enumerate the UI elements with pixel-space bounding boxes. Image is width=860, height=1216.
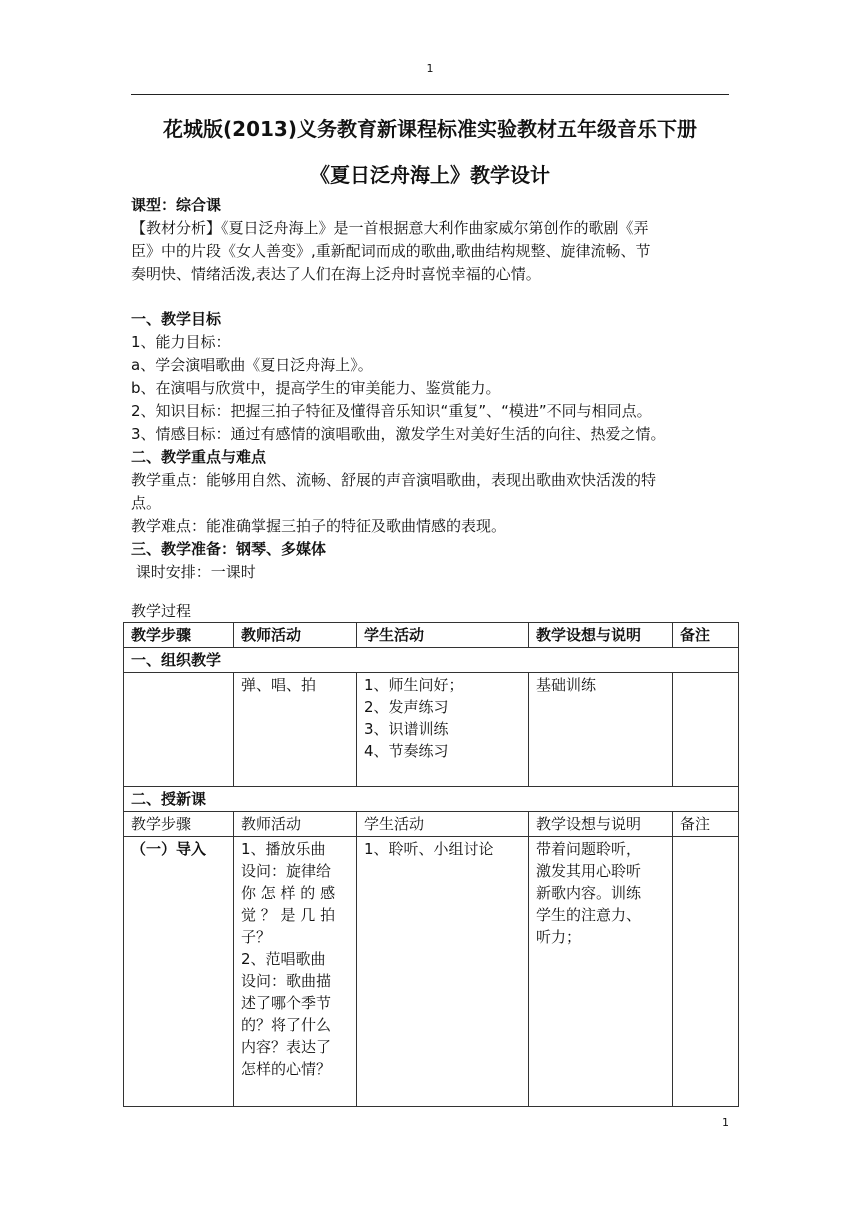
table-subheader-row <box>124 812 739 837</box>
student-activity: 1、师生问好； <box>364 676 464 694</box>
table-row <box>124 837 739 1107</box>
ability-goal-b: b、在演唱与欣赏中，提高学生的审美能力、鉴赏能力。 <box>131 379 501 397</box>
student-cell <box>357 673 529 787</box>
step-cell <box>124 673 234 787</box>
teacher-line: 子？ <box>241 928 272 946</box>
section-row <box>124 648 739 673</box>
design-cell <box>529 837 673 1107</box>
focus-text-cont: 点。 <box>131 494 162 512</box>
analysis-line: 臣》中的片段《女人善变》,重新配词而成的歌曲,歌曲结构规整、旋律流畅、节 <box>131 242 651 260</box>
knowledge-goal: 2、知识目标：把握三拍子特征及懂得音乐知识“重复”、“模进”不同与相同点。 <box>131 402 652 420</box>
teacher-line: 述了哪个季节 <box>241 994 332 1012</box>
objectives-block <box>131 308 731 584</box>
emotion-goal: 3、情感目标：通过有感情的演唱歌曲，激发学生对美好生活的向往、热爱之情。 <box>131 425 666 443</box>
prep-heading: 三、教学准备：钢琴、多媒体 <box>131 540 327 558</box>
teacher-line: 2、范唱歌曲 <box>241 950 326 968</box>
analysis-line: 【教材分析】《夏日泛舟海上》是一首根据意大利作曲家威尔第创作的歌剧《弄 <box>131 219 649 237</box>
focus-text: 教学重点：能够用自然、流畅、舒展的声音演唱歌曲，表现出歌曲欢快活泼的特 <box>131 471 657 489</box>
teacher-line: 你 怎 样 的 感 <box>241 884 336 902</box>
student-activity: 3、识谱训练 <box>364 720 449 738</box>
section-title: 一、组织教学 <box>124 648 739 673</box>
student-activity: 2、发声练习 <box>364 698 449 716</box>
ability-goal: 1、能力目标： <box>131 333 231 351</box>
table-header-cell: 教学设想与说明 <box>529 623 673 648</box>
design-line: 新歌内容。训练 <box>536 884 642 902</box>
teacher-line: 的？将了什么 <box>241 1016 332 1034</box>
lesson-type: 课型：综合课 <box>131 196 222 214</box>
design-line: 听力； <box>536 928 582 946</box>
lesson-table <box>123 622 739 1107</box>
section-title: 二、授新课 <box>124 787 739 812</box>
table-header-cell: 学生活动 <box>357 623 529 648</box>
table-header-cell: 备注 <box>673 623 739 648</box>
teacher-cell: 弹、唱、拍 <box>234 673 357 787</box>
analysis-line: 奏明快、情绪活泼,表达了人们在海上泛舟时喜悦幸福的心情。 <box>131 265 541 283</box>
goals-heading: 一、教学目标 <box>131 310 222 328</box>
note-cell <box>673 837 739 1107</box>
process-label: 教学过程 <box>131 602 192 620</box>
table-subheader-cell: 教学设想与说明 <box>529 812 673 837</box>
teacher-line: 怎样的心情？ <box>241 1060 332 1078</box>
table-header-cell: 教学步骤 <box>124 623 234 648</box>
schedule-text: 课时安排：一课时 <box>131 563 256 581</box>
student-cell: 1、聆听、小组讨论 <box>357 837 529 1107</box>
document-title: 花城版(2013)义务教育新课程标准实验教材五年级音乐下册 <box>163 117 697 141</box>
table-subheader-cell: 教师活动 <box>234 812 357 837</box>
document-subtitle: 《夏日泛舟海上》教学设计 <box>310 163 550 187</box>
intro-block <box>131 194 731 286</box>
header-divider <box>131 94 729 95</box>
step-cell: （一）导入 <box>124 837 234 1107</box>
table-subheader-cell: 备注 <box>673 812 739 837</box>
ability-goal-a: a、学会演唱歌曲《夏日泛舟海上》。 <box>131 356 373 374</box>
teacher-line: 设问：歌曲描 <box>241 972 332 990</box>
design-line: 带着问题聆听， <box>536 840 642 858</box>
teacher-line: 设问：旋律给 <box>241 862 332 880</box>
teacher-line: 1、播放乐曲 <box>241 840 326 858</box>
table-header-row <box>124 623 739 648</box>
difficulty-text: 教学难点：能准确掌握三拍子的特征及歌曲情感的表现。 <box>131 517 507 535</box>
student-activity: 4、节奏练习 <box>364 742 449 760</box>
design-line: 激发其用心聆听 <box>536 862 642 880</box>
key-points-heading: 二、教学重点与难点 <box>131 448 267 466</box>
teacher-cell <box>234 837 357 1107</box>
footer-page-number: 1 <box>722 1116 729 1129</box>
table-header-cell: 教师活动 <box>234 623 357 648</box>
design-cell: 基础训练 <box>529 673 673 787</box>
table-subheader-cell: 教学步骤 <box>124 812 234 837</box>
table-subheader-cell: 学生活动 <box>357 812 529 837</box>
teacher-line: 觉 ？ 是 几 拍 <box>241 906 336 924</box>
note-cell <box>673 673 739 787</box>
section-row <box>124 787 739 812</box>
header-page-number: 1 <box>426 62 434 75</box>
table-row <box>124 673 739 787</box>
teacher-line: 内容？表达了 <box>241 1038 332 1056</box>
design-line: 学生的注意力、 <box>536 906 642 924</box>
